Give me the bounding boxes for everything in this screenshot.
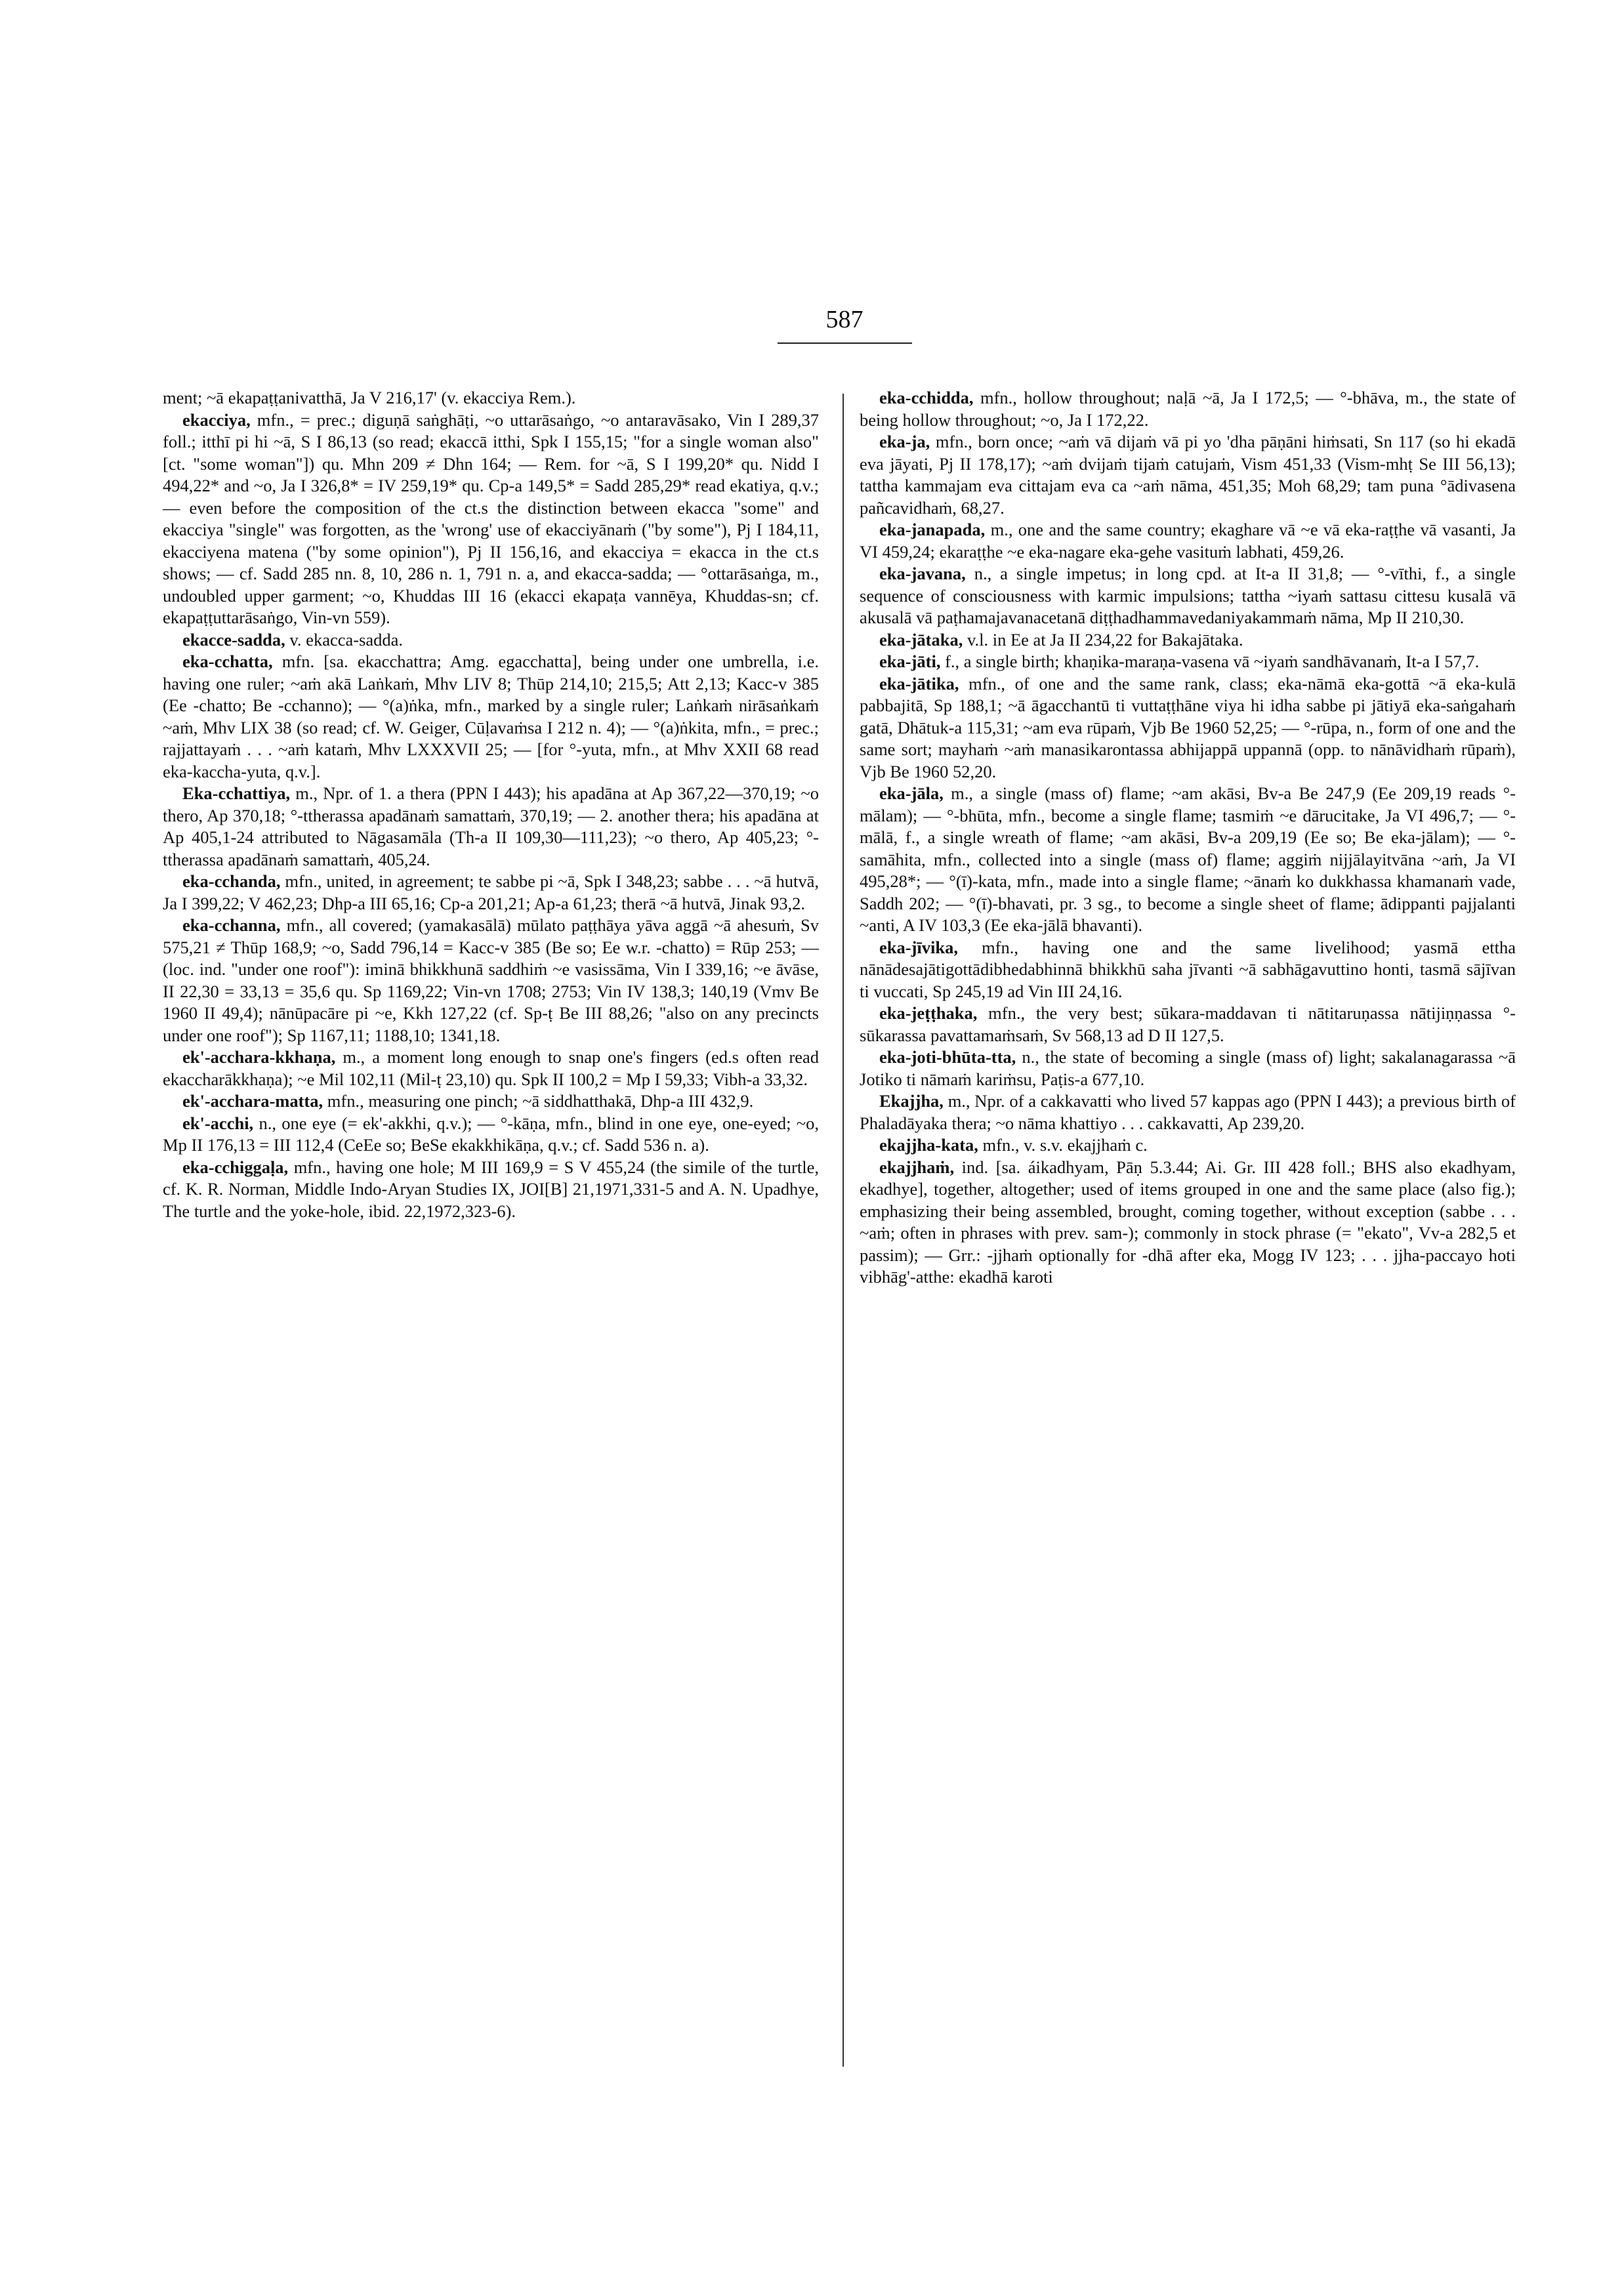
entry-headword: ekacce-sadda,	[182, 629, 285, 650]
entry-text: mfn., united, in agreement; te sabbe pi ~ā, Spk I 348,23; sabbe . . . ~ā hutvā, Ja I 399,22; V 462,23; Dhp-a III 65,16; Cp-a 201,21; Ap-a 61,23; therā ~ā hutvā, Jinak 93,2.	[163, 871, 819, 913]
page-number: 587	[825, 306, 864, 333]
entry-headword: eka-jātika,	[879, 673, 959, 693]
entry-headword: eka-javana,	[879, 564, 966, 583]
entry-headword: eka-janapada,	[879, 520, 986, 539]
entry-text: mfn., hollow throughout; naḷā ~ā, Ja I 172,5; — °-bhāva, m., the state of being hollow throughout; ~o, Ja I 172,22.	[860, 388, 1516, 430]
dictionary-entry	[860, 1134, 1516, 1157]
right-column	[860, 387, 1516, 1289]
page-number-rule	[778, 342, 912, 344]
entry-headword: ekajjha-kata,	[879, 1135, 978, 1155]
entry-text: m., a single (mass of) flame; ~am akāsi, Bv-a Be 247,9 (Ee 209,19 reads °-mālam); — °-bhūta, mfn., become a single flame; tasmiṁ ~e dārucitake, Ja VI 496,7; — °-mālā, f., a single wreath of flame; ~am akāsi, Bv-a 209,19 (Ee so; Be eka-jālam); — °-samāhita, mfn., collected into a single (mass of) flame; aggiṁ nijjālayitvāna ~aṁ, Ja VI 495,28*; — °(ī)-kata, mfn., made into a single flame; ~ānaṁ ko dukkhassa khamanaṁ vade, Saddh 202; — °(ī)-bhavati, pr. 3 sg., to become a single sheet of flame; ādippanti pajjalanti ~anti, A IV 103,3 (Ee eka-jālā bhavanti).	[860, 783, 1516, 935]
entry-text: mfn., all covered; (yamakasālā) mūlato paṭṭhāya yāva aggā ~ā ahesuṁ, Sv 575,21 ≠ Thūp 168,9; ~o, Sadd 796,14 = Kacc-v 385 (Be so; Ee w.r. -chatto) = Rūp 253; — (loc. ind. "under one roof"): iminā bhikkhunā saddhiṁ ~e vasissāma, Vin I 339,16; ~e āvāse, II 22,30 = 33,13 = 35,6 qu. Sp 1169,22; Vin-vn 1708; 2753; Vin IV 138,3; 140,19 (Vmv Be 1960 II 49,4); nānūpacāre pi ~e, Kkh 127,22 (cf. Sp-ṭ Be III 88,26; "also on any precincts under one roof"); Sp 1167,11; 1188,10; 1341,18.	[163, 915, 819, 1045]
dictionary-entry	[860, 519, 1516, 563]
entry-headword: eka-jāla,	[879, 783, 944, 803]
entry-headword: eka-cchanna,	[182, 915, 281, 935]
dictionary-entry	[860, 387, 1516, 431]
entry-text: m., one and the same country; ekaghare vā ~e vā eka-raṭṭhe vā vasanti, Ja VI 459,24; ekaraṭṭhe ~e eka-nagare eka-gehe vasituṁ labhati, 459,26.	[860, 520, 1516, 562]
entry-headword: eka-cchanda,	[182, 871, 281, 891]
dictionary-entry	[163, 915, 819, 1046]
entry-text: mfn. [sa. ekacchattra; Amg. egacchatta], being under one umbrella, i.e. having one ruler; ~aṁ akā Laṅkaṁ, Mhv LIV 8; Thūp 214,10; 215,5; Att 2,13; Kacc-v 385 (Ee -chatto; Be -cchanno); — °(a)ṅka, mfn., marked by a single ruler; Laṅkaṁ nirāsaṅkaṁ ~aṁ, Mhv LIX 38 (so read; cf. W. Geiger, Cūḷavaṁsa I 212 n. 4); — °(a)ṅkita, mfn., = prec.; rajjattayaṁ . . . ~aṁ kataṁ, Mhv LXXXVII 25; — [for °-yuta, mfn., at Mhv XXII 68 read eka-kaccha-yuta, q.v.].	[163, 651, 819, 781]
entry-headword: Eka-cchattiya,	[182, 783, 291, 803]
entry-text: mfn., of one and the same rank, class; eka-nāmā eka-gottā ~ā eka-kulā pabbajitā, Sp 188,1; ~ā āgacchantū ti vuttaṭṭhāne viya hi idha sabbe pi jātiyā eka-saṅgahaṁ gatā, Dhātuk-a 115,31; ~am eva rūpaṁ, Vjb Be 1960 52,25; — °-rūpa, n., form of one and the same sort; mayhaṁ ~aṁ manasikarontassa abhijappā uppannā (opp. to nānāvidhaṁ rūpaṁ), Vjb Be 1960 52,20.	[860, 673, 1516, 781]
entry-text: n., the state of becoming a single (mass of) light; sakalanagarassa ~ā Jotiko ti nāmaṁ kariṁsu, Paṭis-a 677,10.	[860, 1047, 1516, 1089]
entry-headword: eka-jeṭṭhaka,	[879, 1003, 978, 1023]
dictionary-entry	[163, 1157, 819, 1223]
dictionary-entry	[163, 783, 819, 871]
dictionary-entry	[860, 651, 1516, 673]
entry-text: ind. [sa. áikadhyam, Pāṇ 5.3.44; Ai. Gr. III 428 foll.; BHS also ekadhyam, ekadhye], together, altogether; used of items grouped in one and the same place (also fig.); emphasizing their being assembled, brought, coming together, without exception (sabbe . . . ~aṁ; often in phrases with prev. sam-); commonly in stock phrase (= "ekato", Vv-a 282,5 et passim); — Grr.: -jjhaṁ optionally for -dhā after eka, Mogg IV 123; . . . jjha-paccayo hoti vibhāg'-atthe: ekadhā karoti	[860, 1157, 1516, 1287]
dictionary-entry	[860, 1046, 1516, 1090]
entry-headword: ekajjhaṁ,	[879, 1157, 955, 1177]
entry-text: ment; ~ā ekapaṭṭanivatthā, Ja V 216,17' (v. ekacciya Rem.).	[163, 388, 576, 407]
entry-text: v.l. in Ee at Ja II 234,22 for Bakajātaka.	[963, 629, 1243, 650]
dictionary-entry	[860, 1003, 1516, 1046]
entry-text: f., a single birth; khaṇika-maraṇa-vasena vā ~iyaṁ sandhāvanaṁ, It-a I 57,7.	[940, 651, 1480, 671]
left-column	[163, 387, 819, 1222]
entry-headword: ek'-acchi,	[182, 1113, 254, 1133]
dictionary-entry	[163, 629, 819, 651]
entry-text: m., a moment long enough to snap one's fingers (ed.s often read ekaccharākkhaṇa); ~e Mil 102,11 (Mil-ṭ 23,10) qu. Spk II 100,2 = Mp I 59,33; Vibh-a 33,32.	[163, 1047, 819, 1089]
dictionary-entry	[860, 629, 1516, 651]
entry-headword: eka-ja,	[879, 432, 930, 451]
entry-text: mfn., measuring one pinch; ~ā siddhatthakā, Dhp-a III 432,9.	[323, 1091, 754, 1111]
dictionary-entry	[860, 563, 1516, 629]
dictionary-entry	[860, 431, 1516, 519]
dictionary-entry	[860, 937, 1516, 1003]
dictionary-entry	[163, 1113, 819, 1157]
entry-headword: Ekajjha,	[879, 1091, 944, 1111]
dictionary-entry	[163, 409, 819, 629]
entry-headword: eka-cchidda,	[879, 388, 974, 407]
entry-headword: eka-cchatta,	[182, 651, 273, 671]
entry-text: n., a single impetus; in long cpd. at It-a II 31,8; — °-vīthi, f., a single sequence of consciousness with karmic impulsions; tattha ~iyaṁ sattasu cittesu kusalā vā akusalā vā paṭhamajavanacetanā diṭṭhadhammavedaniyakammaṁ nāma, Mp II 210,30.	[860, 564, 1516, 627]
dictionary-entry	[860, 673, 1516, 783]
entry-headword: ek'-acchara-kkhaṇa,	[182, 1047, 336, 1067]
entry-headword: eka-cchiggaḷa,	[182, 1157, 289, 1177]
entry-headword: ekacciya,	[182, 409, 251, 430]
entry-text: v. ekacca-sadda.	[285, 629, 404, 650]
dictionary-entry	[163, 1090, 819, 1113]
column-divider	[843, 394, 844, 2067]
dictionary-entry	[163, 871, 819, 915]
dictionary-entry	[163, 1046, 819, 1090]
dictionary-entry	[860, 1090, 1516, 1134]
dictionary-entry	[860, 783, 1516, 937]
entry-text: n., one eye (= ek'-akkhi, q.v.); — °-kāṇa, mfn., blind in one eye, one-eyed; ~o, Mp II 176,13 = III 112,4 (CeEe so; BeSe ekakkhikāṇa, q.v.; cf. Sadd 536 n. a).	[163, 1113, 819, 1155]
entry-headword: eka-jīvika,	[879, 937, 958, 957]
entry-text: mfn., having one hole; M III 169,9 = S V 455,24 (the simile of the turtle, cf. K. R. Norman, Middle Indo-Aryan Studies IX, JOI[B] 21,1971,331-5 and A. N. Upadhye, The turtle and the yoke-hole, ibid. 22,1972,323-6).	[163, 1157, 819, 1221]
entry-text: mfn., the very best; sūkara-maddavan ti nātitaruṇassa nātijiṇṇassa °-sūkarassa pavattamaṁsaṁ, Sv 568,13 ad D II 127,5.	[860, 1003, 1516, 1045]
entry-text: mfn., = prec.; diguṇā saṅghāṭi, ~o uttarāsaṅgo, ~o antaravāsako, Vin I 289,37 foll.; itthī pi hi ~ā, S I 86,13 (so read; ekaccā itthi, Spk I 155,15; "for a single woman also" [ct. "some woman"]) qu. Mhn 209 ≠ Dhn 164; — Rem. for ~ā, S I 199,20* qu. Nidd I 494,22* and ~o, Ja I 326,8* = IV 259,19* qu. Cp-a 149,5* = Sadd 285,29* read ekatiya, q.v.; — even before the composition of the ct.s the distinction between ekacca "some" and ekacciya "single" was forgotten, as the 'wrong' use of ekacciyānaṁ ("by some"), Pj I 184,11, ekacciyena matena ("by some opinion"), Pj II 156,16, and ekacciya = ekacca in the ct.s shows; — cf. Sadd 285 nn. 8, 10, 286 n. 1, 791 n. a, and ekacca-sadda; — °ottarāsaṅga, m., undoubled upper garment; ~o, Khuddas III 16 (ekacci ekapaṭa vannēya, Khuddas-sn; cf. ekapaṭṭuttarāsaṅgo, Vin-vn 559).	[163, 409, 819, 627]
dictionary-entry	[860, 1157, 1516, 1289]
entry-headword: eka-jāti,	[879, 651, 941, 671]
entry-headword: eka-jātaka,	[879, 629, 963, 650]
entry-text: mfn., v. s.v. ekajjhaṁ c.	[978, 1135, 1148, 1155]
dictionary-entry	[163, 651, 819, 783]
entry-headword: eka-joti-bhūta-tta,	[879, 1047, 1016, 1067]
entry-text: m., Npr. of 1. a thera (PPN I 443); his apadāna at Ap 367,22—370,19; ~o thero, Ap 370,18; °-ttherassa apadānaṁ samattaṁ, 370,19; — 2. another thera; his apadāna at Ap 405,1-24 attributed to Nāgasamāla (Th-a II 109,30—111,23); ~o thero, Ap 405,23; °-ttherassa apadānaṁ samattaṁ, 405,24.	[163, 783, 819, 869]
entry-text: mfn., having one and the same livelihood; yasmā ettha nānādesajātigottādibhedabhinnā bhikkhū saha jīvanti ~ā sabhāgavuttino honti, tasmā sājīvan ti vuccati, Sp 245,19 ad Vin III 24,16.	[860, 937, 1516, 1001]
dictionary-entry	[163, 387, 819, 409]
entry-text: m., Npr. of a cakkavatti who lived 57 kappas ago (PPN I 443); a previous birth of Phaladāyaka thera; ~o nāma khattiyo . . . cakkavatti, Ap 239,20.	[860, 1091, 1516, 1133]
entry-text: mfn., born once; ~aṁ vā dijaṁ vā pi yo 'dha pāṇāni hiṁsati, Sn 117 (so hi ekadā eva jāyati, Pj II 178,17); ~aṁ dvijaṁ tijaṁ catujaṁ, Vism 451,33 (Vism-mhṭ Se III 56,13); tattha kammajam eva cittajam eva ca ~aṁ nāma, 451,35; Moh 68,29; tam puna °ādivasena pañcavidhaṁ, 68,27.	[860, 432, 1516, 518]
entry-headword: ek'-acchara-matta,	[182, 1091, 323, 1111]
